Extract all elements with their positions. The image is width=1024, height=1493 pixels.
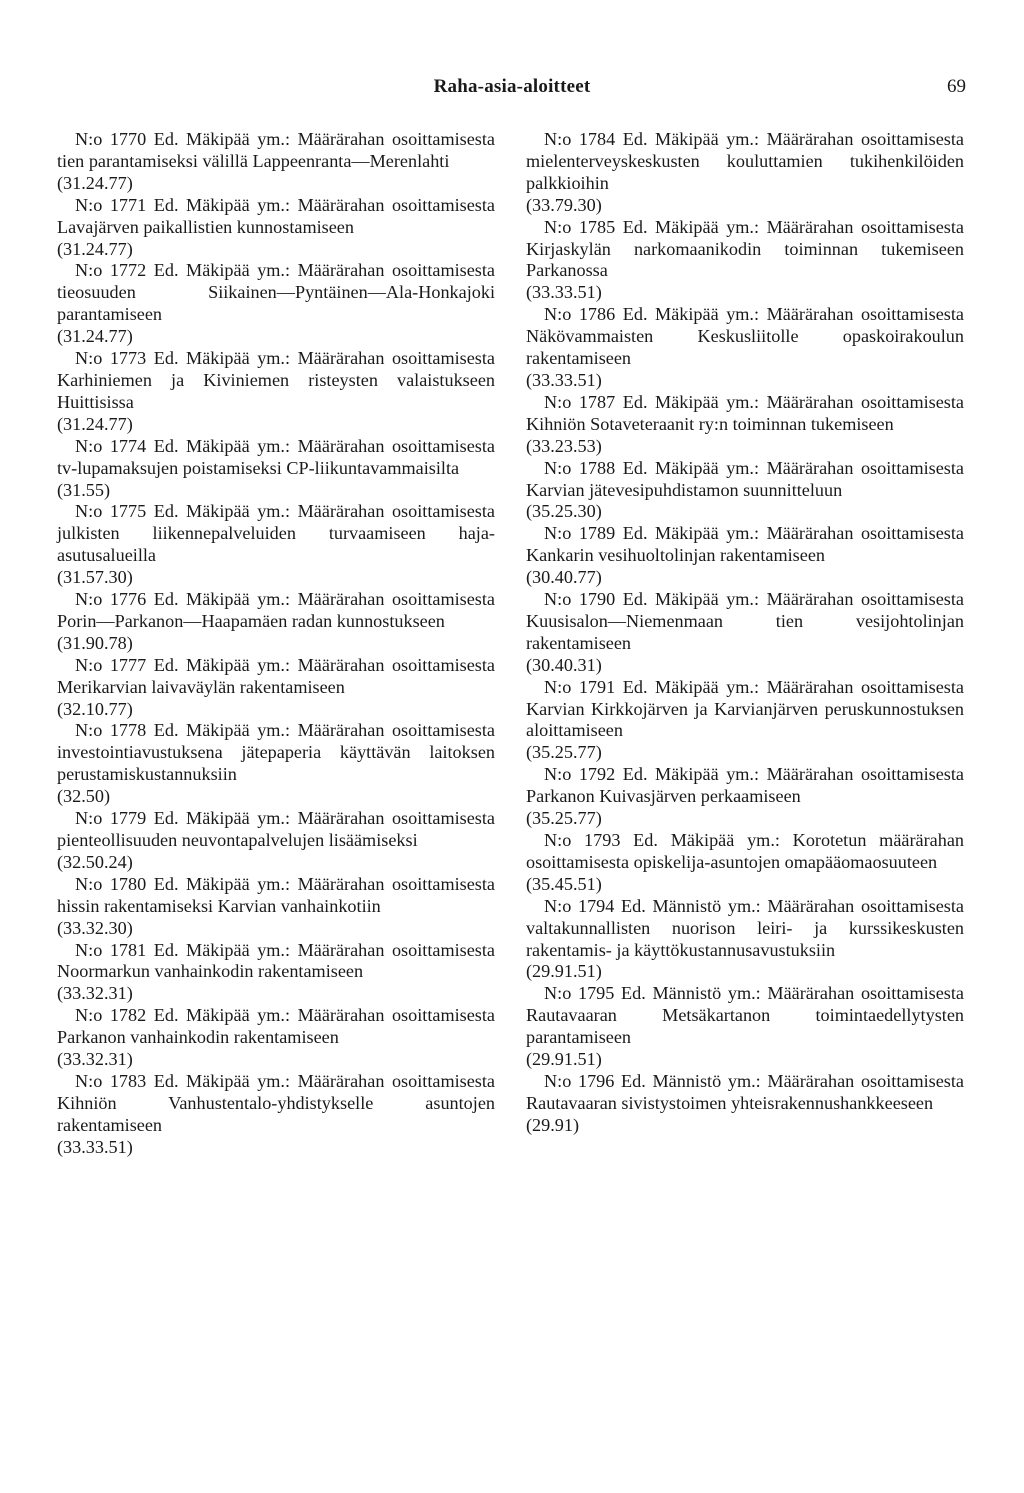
budget-code: (33.79.30) bbox=[526, 194, 602, 215]
motion-text: N:o 1794 Ed. Männistö ym.: Määrärahan osoittamisesta valtakunnallisten nuorison leiri- ja kurssikeskusten rakentamis- ja käyttökustannusavustuksiin bbox=[526, 895, 964, 960]
motion-text: N:o 1789 Ed. Mäkipää ym.: Määrärahan osoittamisesta Kankarin vesihuoltolinjan rakentamiseen bbox=[526, 523, 964, 566]
budget-code: (35.45.51) bbox=[526, 873, 602, 894]
budget-code: (32.50) bbox=[57, 786, 111, 807]
motion-entry bbox=[57, 501, 495, 589]
budget-code: (31.55) bbox=[57, 479, 111, 500]
page-header-title: Raha-asia-aloitteet bbox=[433, 76, 591, 97]
budget-code: (35.25.30) bbox=[526, 501, 602, 522]
motion-entry bbox=[526, 523, 964, 589]
motion-text: N:o 1779 Ed. Mäkipää ym.: Määrärahan osoittamisesta pienteollisuuden neuvontapalvelujen lisäämiseksi bbox=[57, 808, 495, 850]
motion-text: N:o 1770 Ed. Mäkipää ym.: Määrärahan osoittamisesta tien parantamiseksi välillä Lappeenranta—Merenlahti bbox=[57, 129, 495, 171]
motion-entry bbox=[526, 764, 964, 830]
budget-code: (31.57.30) bbox=[57, 567, 133, 588]
motion-text: N:o 1777 Ed. Mäkipää ym.: Määrärahan osoittamisesta Merikarvian laivaväylän rakentamiseen bbox=[57, 654, 495, 697]
motion-entry bbox=[526, 589, 964, 677]
budget-code: (32.10.77) bbox=[57, 698, 133, 719]
motion-entry bbox=[526, 983, 964, 1071]
motion-entry bbox=[57, 195, 495, 261]
budget-code: (31.90.78) bbox=[57, 632, 133, 653]
budget-code: (29.91) bbox=[526, 1114, 580, 1135]
motion-text: N:o 1783 Ed. Mäkipää ym.: Määrärahan osoittamisesta Kihniön Vanhustentalo-yhdistykselle asuntojen rakentamiseen bbox=[57, 1070, 495, 1135]
motion-entry bbox=[526, 896, 964, 984]
motion-text: N:o 1784 Ed. Mäkipää ym.: Määrärahan osoittamisesta mielenterveyskeskusten kouluttamien tukihenkilöiden palkkioihin bbox=[526, 129, 964, 193]
budget-code: (35.25.77) bbox=[526, 742, 602, 763]
motion-text: N:o 1774 Ed. Mäkipää ym.: Määrärahan osoittamisesta tv-lupamaksujen poistamiseksi CP-liikuntavammaisilta bbox=[57, 435, 495, 478]
motion-entry bbox=[57, 589, 495, 655]
budget-code: (33.32.31) bbox=[57, 1049, 133, 1070]
motion-text: N:o 1785 Ed. Mäkipää ym.: Määrärahan osoittamisesta Kirjaskylän narkomaanikodin toiminnan tukemiseen Parkanossa bbox=[526, 216, 964, 281]
motion-entry bbox=[526, 1071, 964, 1137]
motion-entry bbox=[526, 217, 964, 305]
motion-entry bbox=[57, 874, 495, 940]
motion-entry bbox=[526, 677, 964, 765]
motion-text: N:o 1778 Ed. Mäkipää ym.: Määrärahan osoittamisesta investointiavustuksena jätepaperia käyttävän laitoksen perustamiskustannuksiin bbox=[57, 720, 495, 785]
budget-code: (33.33.51) bbox=[526, 282, 602, 303]
motion-text: N:o 1790 Ed. Mäkipää ym.: Määrärahan osoittamisesta Kuusisalon—Niemenmaan tien vesijohtolinjan rakentamiseen bbox=[526, 589, 964, 653]
budget-code: (31.24.77) bbox=[57, 238, 133, 259]
motion-entry bbox=[57, 720, 495, 808]
budget-code: (31.24.77) bbox=[57, 326, 133, 347]
motion-text: N:o 1786 Ed. Mäkipää ym.: Määrärahan osoittamisesta Näkövammaisten Keskusliitolle opaskoirakoulun rakentamiseen bbox=[526, 304, 964, 369]
motion-text: N:o 1771 Ed. Mäkipää ym.: Määrärahan osoittamisesta Lavajärven paikallistien kunnostamiseen bbox=[57, 194, 495, 237]
motion-entry bbox=[526, 458, 964, 524]
budget-code: (33.23.53) bbox=[526, 435, 602, 456]
budget-code: (33.33.51) bbox=[57, 1136, 133, 1157]
motion-entry bbox=[526, 129, 964, 217]
motion-text: N:o 1796 Ed. Männistö ym.: Määrärahan osoittamisesta Rautavaaran sivistystoimen yhteisrakennushankkeeseen bbox=[526, 1070, 964, 1113]
left-column bbox=[57, 129, 495, 1159]
motion-text: N:o 1788 Ed. Mäkipää ym.: Määrärahan osoittamisesta Karvian jätevesipuhdistamon suunnitteluun bbox=[526, 457, 964, 500]
motion-text: N:o 1775 Ed. Mäkipää ym.: Määrärahan osoittamisesta julkisten liikennepalveluiden turvaamiseen haja-asutusalueilla bbox=[57, 501, 495, 566]
motion-text: N:o 1787 Ed. Mäkipää ym.: Määrärahan osoittamisesta Kihniön Sotaveteraanit ry:n toiminnan tukemiseen bbox=[526, 391, 964, 434]
motion-text: N:o 1773 Ed. Mäkipää ym.: Määrärahan osoittamisesta Karhiniemen ja Kiviniemen risteysten valaistukseen Huittisissa bbox=[57, 348, 495, 412]
motion-text: N:o 1776 Ed. Mäkipää ym.: Määrärahan osoittamisesta Porin—Parkanon—Haapamäen radan kunnostukseen bbox=[57, 589, 495, 631]
motion-entry bbox=[526, 304, 964, 392]
motion-text: N:o 1772 Ed. Mäkipää ym.: Määrärahan osoittamisesta tieosuuden Siikainen—Pyntäinen—Ala-Honkajoki parantamiseen bbox=[57, 260, 495, 325]
budget-code: (31.24.77) bbox=[57, 172, 133, 193]
motion-entry bbox=[526, 830, 964, 896]
motion-entry bbox=[57, 940, 495, 1006]
motion-entry bbox=[57, 260, 495, 348]
budget-code: (30.40.31) bbox=[526, 654, 602, 675]
budget-code: (33.33.51) bbox=[526, 369, 602, 390]
budget-code: (33.32.31) bbox=[57, 983, 133, 1004]
motion-text: N:o 1781 Ed. Mäkipää ym.: Määrärahan osoittamisesta Noormarkun vanhainkodin rakentamiseen bbox=[57, 939, 495, 982]
motion-text: N:o 1780 Ed. Mäkipää ym.: Määrärahan osoittamisesta hissin rakentamiseksi Karvian vanhainkotiin bbox=[57, 873, 495, 916]
budget-code: (30.40.77) bbox=[526, 567, 602, 588]
budget-code: (35.25.77) bbox=[526, 808, 602, 829]
budget-code: (29.91.51) bbox=[526, 961, 602, 982]
budget-code: (32.50.24) bbox=[57, 851, 133, 872]
motion-entry bbox=[57, 1005, 495, 1071]
budget-code: (31.24.77) bbox=[57, 413, 133, 434]
motion-text: N:o 1792 Ed. Mäkipää ym.: Määrärahan osoittamisesta Parkanon Kuivasjärven perkaamiseen bbox=[526, 764, 964, 807]
motion-text: N:o 1791 Ed. Mäkipää ym.: Määrärahan osoittamisesta Karvian Kirkkojärven ja Karvianjärven peruskunnostuksen aloittamiseen bbox=[526, 676, 964, 741]
motion-text: N:o 1782 Ed. Mäkipää ym.: Määrärahan osoittamisesta Parkanon vanhainkodin rakentamiseen bbox=[57, 1005, 495, 1048]
right-column bbox=[526, 129, 964, 1137]
motion-entry bbox=[526, 392, 964, 458]
page-number: 69 bbox=[947, 76, 966, 97]
motion-entry bbox=[57, 129, 495, 195]
budget-code: (29.91.51) bbox=[526, 1049, 602, 1070]
motion-text: N:o 1795 Ed. Männistö ym.: Määrärahan osoittamisesta Rautavaaran Metsäkartanon toimintaedellytysten parantamiseen bbox=[526, 983, 964, 1048]
motion-entry bbox=[57, 655, 495, 721]
motion-entry bbox=[57, 808, 495, 874]
motion-entry bbox=[57, 436, 495, 502]
motion-entry bbox=[57, 1071, 495, 1159]
motion-entry bbox=[57, 348, 495, 436]
budget-code: (33.32.30) bbox=[57, 917, 133, 938]
motion-text: N:o 1793 Ed. Mäkipää ym.: Korotetun määrärahan osoittamisesta opiskelija-asuntojen omapääomaosuuteen bbox=[526, 830, 964, 872]
